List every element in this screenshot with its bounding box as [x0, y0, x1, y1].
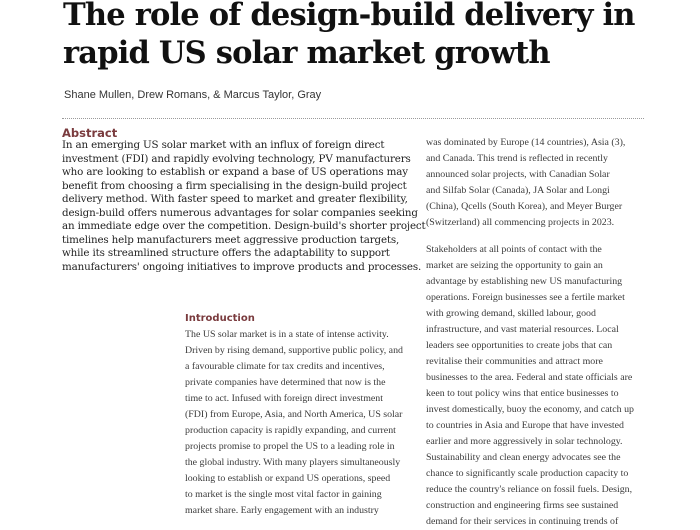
body-line: leaders see opportunities to create jobs that can — [426, 340, 613, 351]
right-column-paragraph-1 — [426, 135, 676, 231]
body-line: keen to tout policy wins that entice businesses to — [426, 388, 619, 399]
abstract-line: an immediate edge over the competition. Design-build's shorter project — [62, 220, 426, 232]
body-line: demand for their services in continuing trends of — [426, 516, 619, 527]
body-line: time to act. Infused with foreign direct investment — [185, 393, 383, 404]
body-line: infrastructure, and vast material resources. Local — [426, 324, 619, 335]
body-line: and Silfab Solar (Canada), JA Solar and Longi — [426, 185, 610, 196]
title-line-1: The role of design-build delivery in — [63, 0, 635, 33]
body-line: a favourable climate for tax credits and incentives, — [185, 361, 385, 372]
abstract-heading: Abstract — [62, 126, 118, 140]
right-column-paragraph-2 — [426, 242, 686, 530]
body-line: The US solar market is in a state of intense activity. — [185, 329, 389, 340]
body-line: revitalise their communities and attract more — [426, 356, 603, 367]
body-line: was dominated by Europe (14 countries), Asia (3), — [426, 137, 626, 148]
title-line-2: rapid US solar market growth — [63, 35, 550, 71]
abstract-body — [62, 139, 424, 274]
abstract-line: In an emerging US solar market with an influx of foreign direct — [62, 139, 385, 151]
body-line: advantage by establishing new US manufacturing — [426, 276, 623, 287]
section-divider — [62, 118, 644, 119]
introduction-heading: Introduction — [185, 313, 255, 324]
body-line: businesses to the area. Federal and state officials are — [426, 372, 633, 383]
body-line: market share. Early engagement with an industry — [185, 505, 379, 516]
body-line: with growing demand, skilled labour, good — [426, 308, 596, 319]
abstract-line: investment (FDI) and rapidly evolving technology, PV manufacturers — [62, 152, 411, 165]
body-line: to market is the single most vital factor in gaining — [185, 489, 382, 500]
abstract-line: timelines help manufacturers meet aggressive production targets, — [62, 233, 400, 246]
body-line: announced solar projects, with Canadian Solar — [426, 169, 610, 180]
body-line: reduce the country's reliance on fossil fuels. Design, — [426, 484, 633, 495]
body-line: (China), Qcells (South Korea), and Meyer Burger — [426, 201, 623, 212]
body-line: Stakeholders at all points of contact with the — [426, 244, 602, 255]
body-line: production capacity is rapidly expanding, and current — [185, 425, 396, 436]
body-line: operations. Foreign businesses see a fertile market — [426, 292, 625, 303]
body-line: Sustainability and clean energy advocates see the — [426, 452, 621, 463]
abstract-line: delivery method. With faster speed to market and greater flexibility, — [62, 193, 408, 205]
abstract-line: while its streamlined structure offers the adaptability to support — [62, 247, 390, 259]
body-line: and Canada. This trend is reflected in recently — [426, 153, 608, 164]
body-line: market are seizing the opportunity to gain an — [426, 260, 603, 271]
body-line: to countries in Asia and Europe that have invested — [426, 420, 624, 431]
abstract-line: benefit from choosing a firm specialising in the design-build project — [62, 179, 407, 192]
body-line: construction and engineering firms see sustained — [426, 500, 619, 511]
body-line: projects promise to propel the US to a leading role in — [185, 441, 395, 452]
abstract-line: manufacturers' ongoing initiatives to improve products and processes. — [62, 260, 422, 273]
body-line: invest domestically, buoy the economy, and catch up — [426, 404, 634, 415]
body-line: chance to significantly scale production capacity to — [426, 468, 629, 479]
abstract-line: design-build offers numerous advantages for solar companies seeking — [62, 206, 418, 219]
body-line: earlier and more aggressively in solar technology. — [426, 436, 623, 447]
article-title — [63, 0, 683, 72]
introduction-body — [185, 327, 420, 519]
abstract-line: who are looking to establish or expand a base of US operations may — [62, 166, 408, 178]
author-byline: Shane Mullen, Drew Romans, & Marcus Taylor, Gray — [64, 89, 322, 101]
body-line: private companies have determined that now is the — [185, 377, 386, 388]
body-line: (Switzerland) all commencing projects in 2023. — [426, 217, 615, 228]
body-line: the global industry. With many players simultaneously — [185, 457, 401, 468]
body-line: looking to establish or expand US operations, speed — [185, 473, 391, 484]
body-line: (FDI) from Europe, Asia, and North America, US solar — [185, 409, 403, 420]
body-line: Driven by rising demand, supportive public policy, and — [185, 345, 403, 356]
